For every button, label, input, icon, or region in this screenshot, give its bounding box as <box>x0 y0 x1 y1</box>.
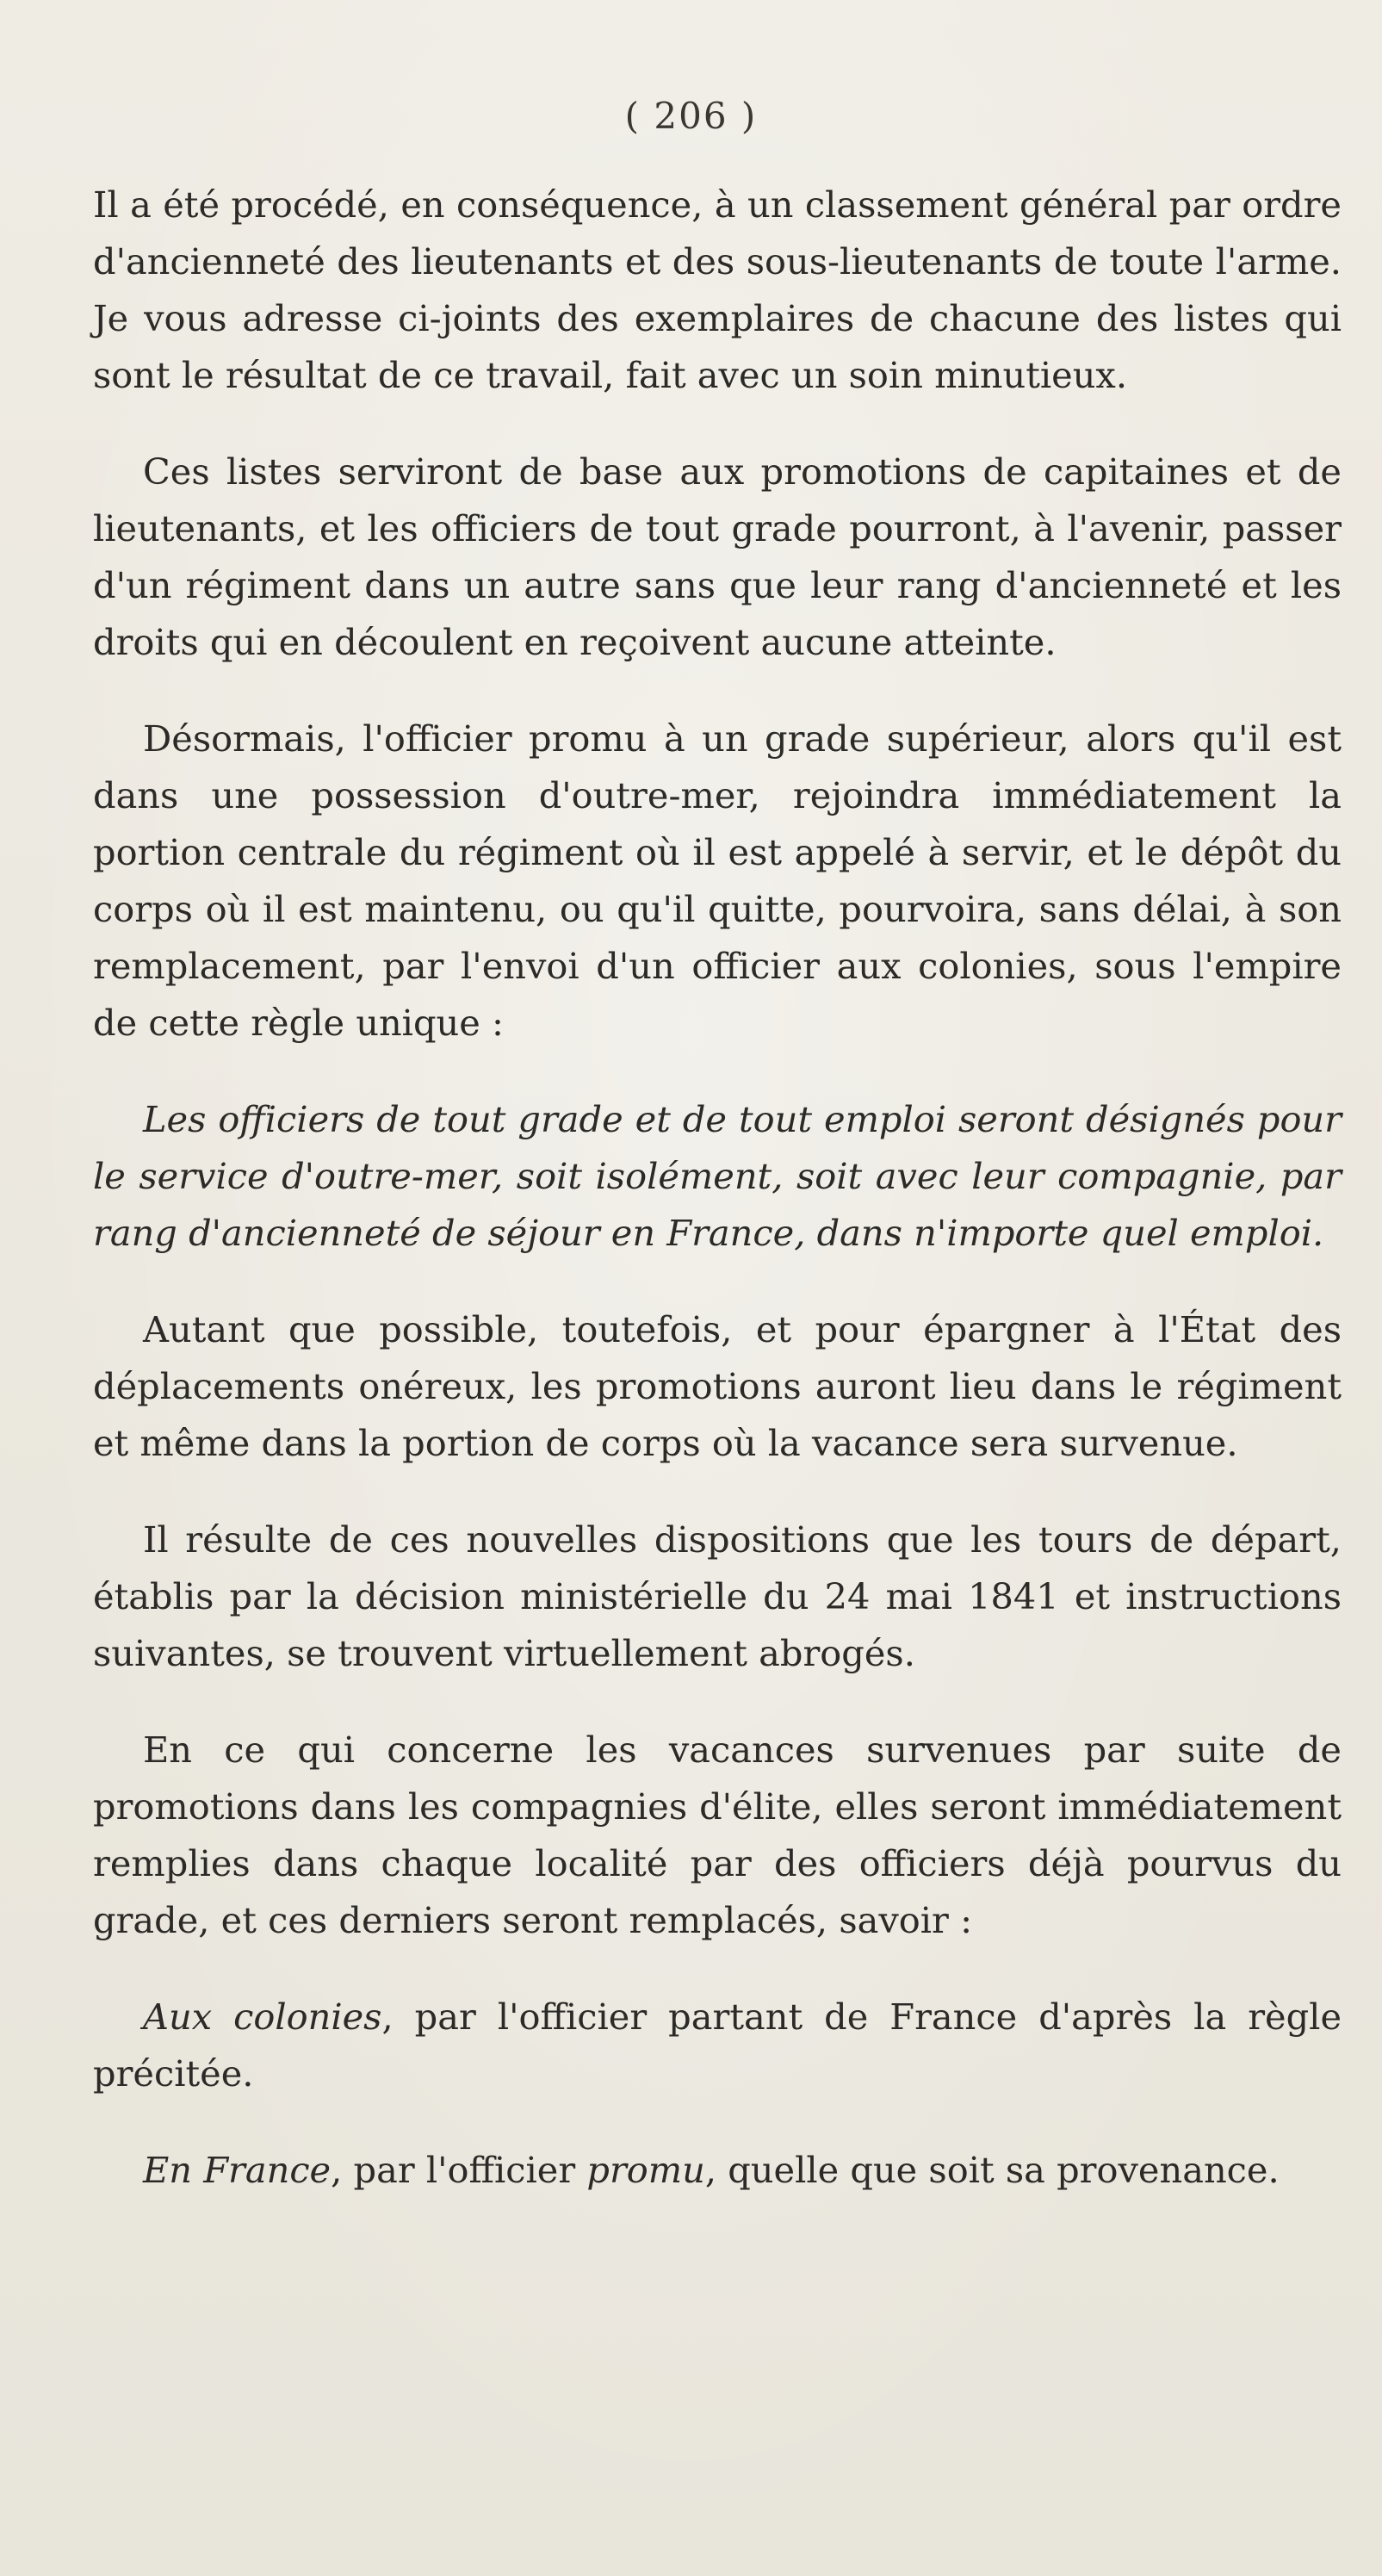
paragraph-8 <box>93 1989 1342 2102</box>
paragraph-3: Désormais, l'officier promu à un grade supérieur, alors qu'il est dans une possession d'outre-mer, rejoindra immédiatement la portion centrale du régiment où il est appelé à servir, et le dépôt du corps où il est maintenu, ou qu'il quitte, pourvoira, sans délai, à son remplacement, par l'envoi d'un officier aux colonies, sous l'empire de cette règle unique : <box>93 717 1342 1044</box>
paragraph-8-text: , par l'officier partant de France d'après la règle précitée. <box>93 1996 1342 2095</box>
paragraph-8-lead: Aux colonies <box>143 1996 382 2038</box>
paragraph-9-text-a: , par l'officier <box>331 2149 587 2191</box>
page-number: ( 206 ) <box>624 95 758 137</box>
text-body <box>93 177 1342 2199</box>
paragraph-9 <box>93 2142 1342 2199</box>
paragraph-1: Il a été procédé, en conséquence, à un classement général par ordre d'ancienneté des lieutenants et des sous-lieutenants de toute l'arme. Je vous adresse ci-joints des exemplaires de chacune des listes qui sont le résultat de ce travail, fait avec un soin minutieux. <box>93 183 1342 396</box>
paragraph-6: Il résulte de ces nouvelles dispositions que les tours de départ, établis par la décision ministérielle du 24 mai 1841 et instructions suivantes, se trouvent virtuellement abrogés. <box>93 1518 1342 1674</box>
paragraph-5: Autant que possible, toutefois, et pour épargner à l'État des déplacements onéreux, les promotions auront lieu dans le régiment et même dans la portion de corps où la vacance sera survenue. <box>93 1308 1342 1464</box>
paragraph-2: Ces listes serviront de base aux promotions de capitaines et de lieutenants, et les officiers de tout grade pourront, à l'avenir, passer d'un régiment dans un autre sans que leur rang d'ancienneté et les droits qui en découlent en reçoivent aucune atteinte. <box>93 450 1342 663</box>
paragraph-9-lead: En France <box>143 2149 332 2191</box>
paragraph-9-italic-mid: promu <box>586 2149 705 2191</box>
paragraph-7: En ce qui concerne les vacances survenues par suite de promotions dans les compagnies d'élite, elles seront immédiatement remplies dans chaque localité par des officiers déjà pourvus du grade, et ces derniers seront remplacés, savoir : <box>93 1729 1342 1941</box>
paragraph-4-italic-rule: Les officiers de tout grade et de tout emploi seront désignés pour le service d'outre-mer, soit isolément, soit avec leur compagnie, par rang d'ancienneté de séjour en France, dans n'importe quel emploi. <box>93 1098 1342 1254</box>
paragraph-9-text-b: , quelle que soit sa provenance. <box>704 2149 1280 2191</box>
